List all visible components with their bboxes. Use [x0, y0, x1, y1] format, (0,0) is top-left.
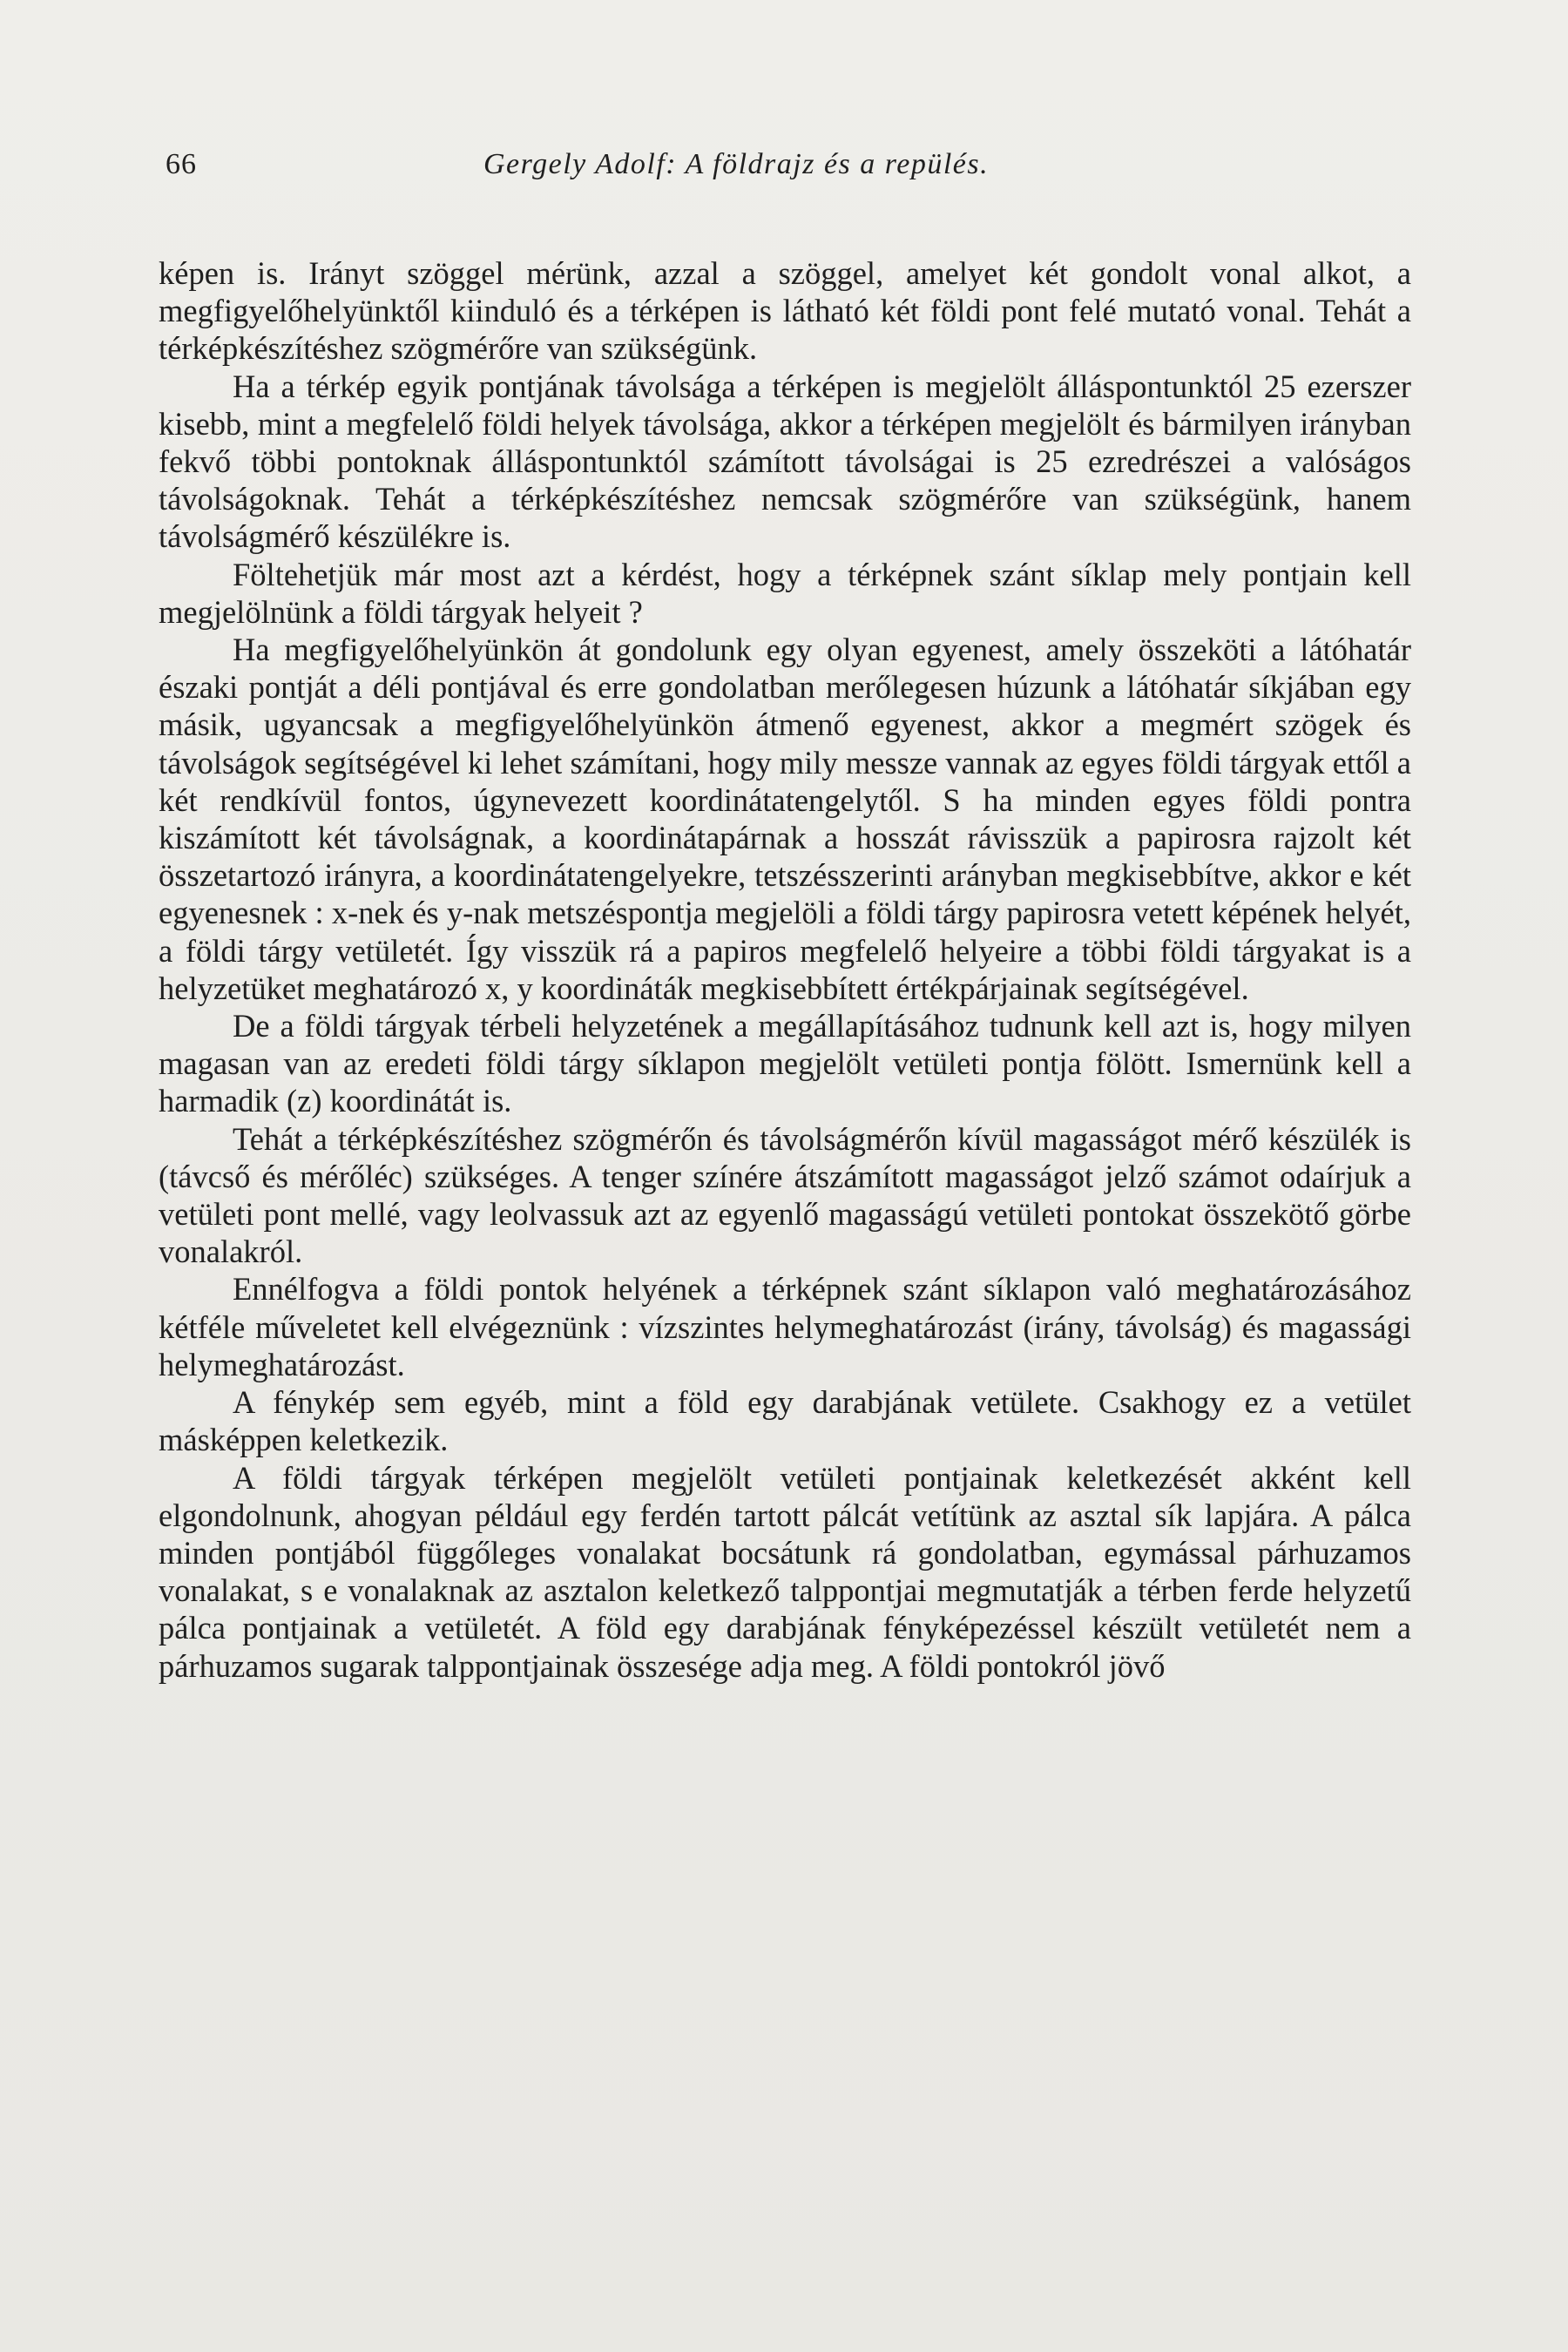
paragraph: A fénykép sem egyéb, mint a föld egy darabjának vetülete. Csakhogy ez a vetület másképpen keletkezik.: [159, 1384, 1411, 1458]
page-header: [166, 148, 1411, 190]
paragraph: Ennélfogva a földi pontok helyének a térképnek szánt síklapon való meghatározásához kétféle műveletet kell elvégeznünk : vízszintes helymeghatározást (irány, távolság) és magassági helymeghatározást.: [159, 1271, 1411, 1382]
paragraph: Föltehetjük már most azt a kérdést, hogy a térképnek szánt síklap mely pontjain kell megjelölnünk a földi tárgyak helyeit ?: [159, 556, 1411, 630]
body-text: [159, 254, 1411, 1685]
running-head: Gergely Adolf: A földrajz és a repülés.: [483, 148, 990, 180]
paragraph: Tehát a térképkészítéshez szögmérőn és távolságmérőn kívül magasságot mérő készülék is (távcső és mérőléc) szükséges. A tenger színére átszámított magasságot jelző számot odaírjuk a vetületi pont mellé, vagy leolvassuk azt az egyenlő magasságú vetületi pontokat összekötő görbe vonalakról.: [159, 1120, 1411, 1270]
page-number: 66: [166, 148, 197, 180]
paragraph: De a földi tárgyak térbeli helyzetének a megállapításához tudnunk kell azt is, hogy milyen magasan van az eredeti földi tárgy síklapon megjelölt vetületi pontja fölött. Ismernünk kell a harmadik (z) koordinátát is.: [159, 1008, 1411, 1119]
paragraph: Ha megfigyelőhelyünkön át gondolunk egy olyan egyenest, amely összeköti a látóhatár északi pontját a déli pontjával és erre gondolatban merőlegesen húzunk a látóhatár síkjában egy másik, ugyancsak a megfigyelőhelyünkön átmenő egyenest, akkor a megmért szögek és távolságok segítségével ki lehet számítani, hogy mily messze vannak az egyes földi tárgyak ettől a két rendkívül fontos, úgynevezett koordinátatengelytől. S ha minden egyes földi pontra kiszámított két távolságnak, a koordinátapárnak a hosszát rávisszük a papirosra rajzolt két összetartozó irányra, a koordinátatengelyekre, tetszésszerinti arányban megkisebbítve, akkor e két egyenesnek : x-nek és y-nak metszéspontja megjelöli a földi tárgy papirosra vetett képének helyét, a földi tárgy vetületét. Így visszük rá a papiros megfelelő helyeire a többi földi tárgyakat is a helyzetüket meghatározó x, y koordináták megkisebbített értékpárjainak segítségével.: [159, 632, 1411, 1006]
paragraph: A földi tárgyak térképen megjelölt vetületi pontjainak keletkezését akként kell elgondolnunk, ahogyan például egy ferdén tartott pálcát vetítünk az asztal sík lapjára. A pálca minden pontjából függőleges vonalakat bocsátunk rá gondolatban, egymással párhuzamos vonalakat, s e vonalaknak az asztalon keletkező talppontjai megmutatják a térben ferde helyzetű pálca pontjainak a vetületét. A föld egy darabjának fényképezéssel készült vetületét nem a párhuzamos sugarak talppontjainak összesége adja meg. A földi pontokról jövő: [159, 1459, 1411, 1684]
paragraph: Ha a térkép egyik pontjának távolsága a térképen is megjelölt álláspontunktól 25 ezerszer kisebb, mint a megfelelő földi helyek távolsága, akkor a térképen megjelölt és bármilyen irányban fekvő többi pontoknak álláspontunktól számított távolságai is 25 ezredrészei a valóságos távolságoknak. Tehát a térképkészítéshez nemcsak szögmérőre van szükségünk, hanem távolságmérő készülékre is.: [159, 368, 1411, 555]
paragraph: képen is. Irányt szöggel mérünk, azzal a szöggel, amelyet két gondolt vonal alkot, a megfigyelőhelyünktől kiinduló és a térképen is látható két földi pont felé mutató vonal. Tehát a térképkészítéshez szögmérőre van szükségünk.: [159, 255, 1411, 367]
